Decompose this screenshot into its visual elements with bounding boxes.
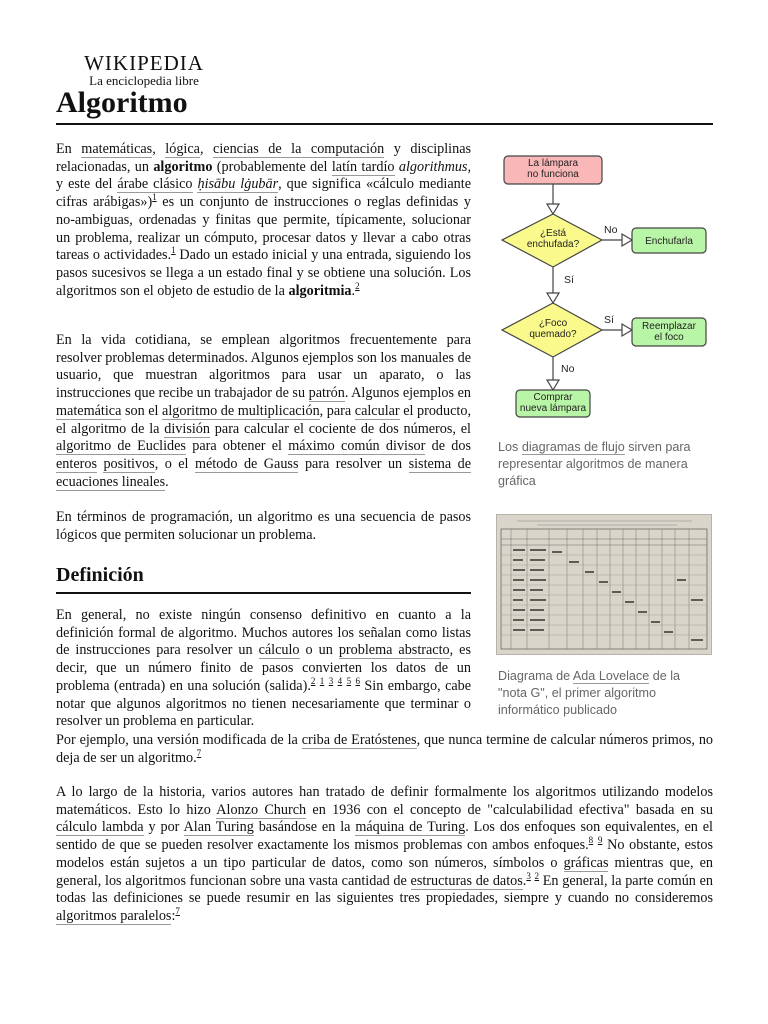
- flowchart-start-label: La lámpara no funciona: [527, 158, 579, 180]
- wikipedia-wordmark: WIKIPEDIA: [84, 51, 204, 75]
- flowchart-action-reemplazar-label: Reemplazar el foco: [642, 321, 696, 343]
- flowchart-action-comprar-label: Comprar nueva lámpara: [519, 392, 587, 414]
- flowchart-action-enchufarla-label: Enchufarla: [645, 236, 693, 247]
- intro-paragraph-1: En matemáticas, lógica, ciencias de la computación y disciplinas relacionadas, un algoritmo (probablemente del latín tardío algorithmus, y este del árabe clásico ḥisābu lġubār, que significa «cálculo mediante cifras arábigas»)$^1$ es un conjunto de instrucciones o reglas definidas y no-ambiguas, ordenadas y finitas que permite, típicamente, solucionar un problema, realizar un cómputo, procesar datos y llevar a cabo otras tareas o actividades.$^1$ Dado un estado inicial y una entrada, siguiendo los pasos sucesivos se llega a un estado final y se obtiene una solución. Los algoritmos son el objeto de estudio de la algoritmia.$^2$: [56, 141, 472, 299]
- ada-lovelace-diagram-image[interactable]: [496, 514, 712, 655]
- italic-term: algorithmus: [398, 158, 468, 175]
- title-divider: [56, 123, 713, 125]
- footnote-reference[interactable]: 2: [355, 280, 360, 291]
- footnote-reference[interactable]: 4: [337, 675, 343, 686]
- bold-term: algoritmia: [288, 282, 352, 299]
- wikipedia-tagline: La enciclopedia libre: [89, 73, 199, 88]
- flowchart-label-si-1: Sí: [564, 274, 574, 286]
- flowchart-arrowhead-si-1: [547, 293, 559, 303]
- inline-link[interactable]: latín tardío: [331, 158, 395, 175]
- inline-link[interactable]: diagramas de flujo: [521, 439, 625, 454]
- inline-link[interactable]: positivos: [103, 455, 155, 472]
- footnote-reference[interactable]: 2: [534, 870, 540, 881]
- flowchart-label-no-1: No: [604, 224, 618, 236]
- flowchart-action-comprar: [516, 390, 590, 417]
- inline-link[interactable]: matemática: [56, 402, 122, 419]
- inline-link[interactable]: máximo común divisor: [288, 438, 426, 455]
- flowchart-decision-2-label: ¿Foco quemado?: [529, 318, 577, 340]
- inline-link[interactable]: Ada Lovelace: [572, 668, 650, 683]
- inline-link[interactable]: criba de Eratóstenes: [301, 732, 417, 748]
- definicion-paragraph-1: En general, no existe ningún consenso definitivo en cuanto a la definición formal de algoritmo. Muchos autores los señalan como listas de instrucciones para resolver un cálculo o un problema abstracto, es decir, que un número finito de pasos convierten los datos de un problema (entrada) en una solución (salida).$^2$ $^1$ $^3$ $^4$ $^5$ $^6$ Sin embargo, cabe notar que algunos algoritmos no tienen necesariamente que terminar o resolver un problema en particular.: [56, 607, 472, 730]
- section-heading-definicion: Definición: [56, 563, 471, 594]
- wikipedia-logo[interactable]: [74, 52, 214, 88]
- flowchart-label-no-2: No: [561, 363, 575, 375]
- inline-link[interactable]: estructuras de datos: [410, 872, 523, 889]
- flowchart-caption: Los diagramas de flujo sirven para representar algoritmos de manera gráfica: [498, 439, 691, 488]
- inline-link[interactable]: algoritmos paralelos: [56, 907, 172, 924]
- inline-link[interactable]: algoritmo de multiplicación: [162, 402, 320, 419]
- intro-paragraph-3: En términos de programación, un algoritmo es una secuencia de pasos lógicos que permiten solucionar un problema.: [56, 509, 471, 543]
- flowchart-start-node: [504, 156, 602, 184]
- inline-link[interactable]: Alonzo Church: [216, 801, 307, 818]
- definicion-paragraph-1-cont: Por ejemplo, una versión modificada de la criba de Eratóstenes, que nunca termine de calcular números primos, no deja de ser un algoritmo.$^7$: [56, 732, 714, 766]
- inline-link[interactable]: cálculo lambda: [56, 819, 144, 836]
- inline-link[interactable]: calcular: [354, 402, 400, 419]
- inline-link[interactable]: algoritmo de Euclides: [56, 438, 186, 455]
- flowchart-action-enchufarla: [632, 228, 706, 253]
- flowchart-decision-1: [502, 214, 602, 267]
- footnote-reference[interactable]: 8: [588, 835, 594, 846]
- inline-link[interactable]: gráficas: [563, 854, 609, 871]
- inline-link[interactable]: matemáticas: [81, 141, 153, 157]
- flowchart-label-si-2: Sí: [604, 314, 614, 326]
- definicion-paragraph-2: A lo largo de la historia, varios autores han tratado de definir formalmente los algoritmos utilizando modelos matemáticos. Esto lo hizo Alonzo Church en 1936 con el concepto de "calculabilidad efectiva" basada en su cálculo lambda y por Alan Turing basándose en la máquina de Turing. Los dos enfoques son equivalentes, en el sentido de que se pueden resolver exactamente los mismos problemas con ambos enfoques.$^8$ $^9$ No obstante, estos modelos están sujetos a un tipo particular de datos, como son números, símbolos o gráficas mientras que, en general, los algoritmos funcionan sobre una vasta cantidad de estructuras de datos.$^3$ $^2$ En general, la parte común en todas las definiciones se puede resumir en las siguientes tres propiedades, siempre y cuando no consideremos algoritmos paralelos:$^7$: [56, 784, 714, 924]
- flowchart-figure[interactable]: [496, 150, 714, 422]
- footnote-reference[interactable]: 6: [355, 675, 360, 686]
- manuscript-table-drawing: [497, 515, 711, 654]
- footnote-reference[interactable]: 7: [175, 905, 180, 916]
- inline-link[interactable]: método de Gauss: [194, 455, 299, 472]
- inline-link[interactable]: división: [164, 420, 210, 437]
- page-title: Algoritmo: [56, 86, 188, 119]
- inline-link[interactable]: cálculo: [258, 642, 300, 659]
- bold-term: algoritmo: [153, 158, 213, 175]
- flowchart-decision-2: [502, 303, 602, 357]
- inline-link[interactable]: enteros: [56, 455, 97, 472]
- flowchart-arrowhead-no-2: [547, 380, 559, 390]
- footnote-reference[interactable]: 9: [597, 835, 603, 846]
- footnote-reference[interactable]: 1: [152, 192, 157, 203]
- footnote-reference[interactable]: 1: [319, 675, 325, 686]
- footnote-reference[interactable]: 1: [171, 245, 176, 256]
- footnote-reference[interactable]: 5: [346, 675, 352, 686]
- footnote-reference[interactable]: 2: [310, 675, 316, 686]
- inline-link[interactable]: ciencias de la computación: [213, 141, 385, 157]
- ada-lovelace-caption: Diagrama de Ada Lovelace de la "nota G", el primer algoritmo informático publicado: [498, 668, 681, 717]
- inline-link[interactable]: máquina de Turing: [355, 819, 466, 836]
- flowchart-arrowhead-1: [547, 204, 559, 214]
- inline-link[interactable]: sistema de ecuaciones lineales: [56, 455, 471, 490]
- footnote-reference[interactable]: 3: [526, 870, 531, 881]
- footnote-reference[interactable]: 7: [196, 747, 202, 758]
- footnote-reference[interactable]: 3: [328, 675, 334, 686]
- inline-link[interactable]: problema abstracto: [338, 642, 450, 659]
- inline-link[interactable]: ḥisābu lġubār: [197, 176, 279, 193]
- inline-link[interactable]: árabe clásico: [117, 176, 193, 193]
- flowchart-arrowhead-si-2: [622, 324, 632, 336]
- flowchart-arrowhead-no-1: [622, 234, 632, 246]
- inline-link[interactable]: patrón: [308, 385, 345, 402]
- flowchart-decision-1-label: ¿Está enchufada?: [526, 228, 580, 250]
- inline-link[interactable]: Alan Turing: [183, 819, 254, 836]
- inline-link[interactable]: lógica: [165, 141, 200, 157]
- flowchart-action-reemplazar: [632, 318, 706, 346]
- intro-paragraph-2: En la vida cotidiana, se emplean algoritmos frecuentemente para resolver problemas determinados. Algunos ejemplos son los manuales de usuario, que muestran algoritmos para usar un aparato, o las instrucciones que recibe un trabajador de su patrón. Algunos ejemplos en matemática son el algoritmo de multiplicación, para calcular el producto, el algoritmo de la división para calcular el cociente de dos números, el algoritmo de Euclides para obtener el máximo común divisor de dos enteros positivos, o el método de Gauss para resolver un sistema de ecuaciones lineales.: [56, 332, 471, 490]
